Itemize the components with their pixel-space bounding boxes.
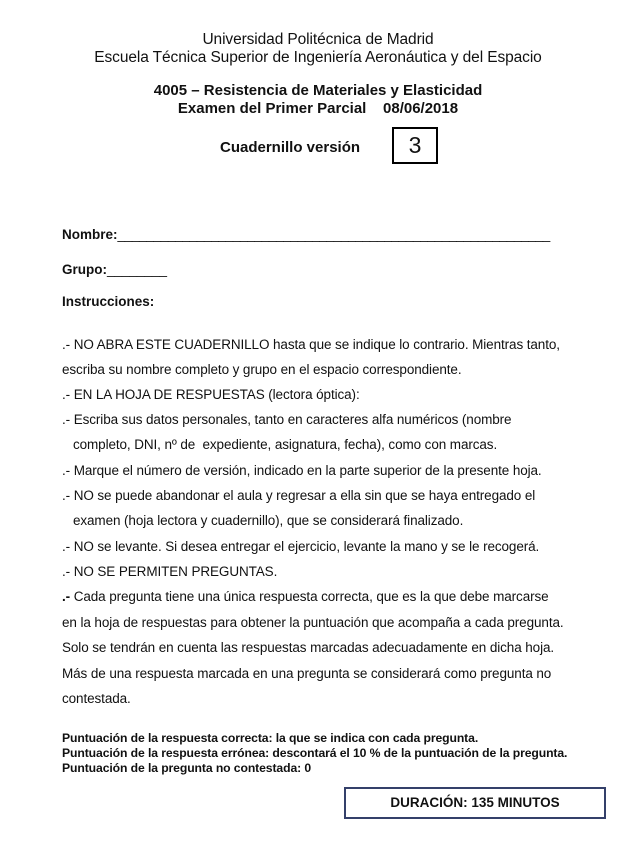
group-label: Grupo: (62, 262, 107, 277)
instruction-line: escriba su nombre completo y grupo en el espacio correspondiente. (62, 362, 462, 377)
group-field (62, 262, 167, 277)
instruction-text: Cada pregunta tiene una única respuesta correcta, que es la que debe marcarse (70, 589, 549, 604)
exam-name: Examen del Primer Parcial (177, 100, 367, 117)
exam-date: 08/06/2018 (383, 100, 459, 117)
instruction-line: contestada. (62, 691, 131, 706)
instructions-heading: Instrucciones: (62, 294, 155, 309)
instruction-line: completo, DNI, nº de expediente, asignatura, fecha), como con marcas. (62, 437, 498, 452)
instruction-line: .- NO SE PERMITEN PREGUNTAS. (62, 564, 278, 579)
booklet-version-box: 3 (392, 127, 438, 164)
scoring-wrong: Puntuación de la respuesta errónea: descontará el 10 % de la puntuación de la pregunta. (62, 746, 568, 760)
instruction-line (62, 589, 549, 604)
instruction-line: .- NO se levante. Si desea entregar el ejercicio, levante la mano y se le recogerá. (62, 539, 540, 554)
scoring-correct: Puntuación de la respuesta correcta: la que se indica con cada pregunta. (62, 731, 479, 745)
instruction-line: .- Escriba sus datos personales, tanto en caracteres alfa numéricos (nombre (62, 412, 512, 427)
instruction-line: Solo se tendrán en cuenta las respuestas marcadas adecuadamente en dicha hoja. (62, 640, 555, 655)
course-title: 4005 – Resistencia de Materiales y Elasticidad (153, 82, 483, 99)
instruction-line: examen (hoja lectora y cuadernillo), que se considerará finalizado. (62, 513, 464, 528)
booklet-version-label: Cuadernillo versión (220, 139, 361, 156)
school-name: Escuela Técnica Superior de Ingeniería Aeronáutica y del Espacio (94, 49, 542, 66)
instruction-line: .- EN LA HOJA DE RESPUESTAS (lectora óptica): (62, 387, 360, 402)
instruction-line: .- NO se puede abandonar el aula y regresar a ella sin que se haya entregado el (62, 488, 536, 503)
name-field (62, 227, 550, 242)
exam-line (0, 100, 636, 117)
name-label: Nombre: (62, 227, 118, 242)
instruction-line: en la hoja de respuestas para obtener la puntuación que acompaña a cada pregunta. (62, 615, 564, 630)
instruction-line: Más de una respuesta marcada en una pregunta se considerará como pregunta no (62, 666, 552, 681)
duration-box: DURACIÓN: 135 MINUTOS (344, 787, 606, 819)
scoring-blank: Puntuación de la pregunta no contestada: 0 (62, 761, 312, 775)
instruction-line: .- NO ABRA ESTE CUADERNILLO hasta que se indique lo contrario. Mientras tanto, (62, 337, 560, 352)
name-line: ____________________________________________________________ (117, 227, 550, 242)
instruction-bullet: .- (62, 589, 71, 604)
university-name: Universidad Politécnica de Madrid (202, 31, 434, 48)
group-line: ________ (107, 262, 168, 277)
instruction-line: .- Marque el número de versión, indicado en la parte superior de la presente hoja. (62, 463, 542, 478)
